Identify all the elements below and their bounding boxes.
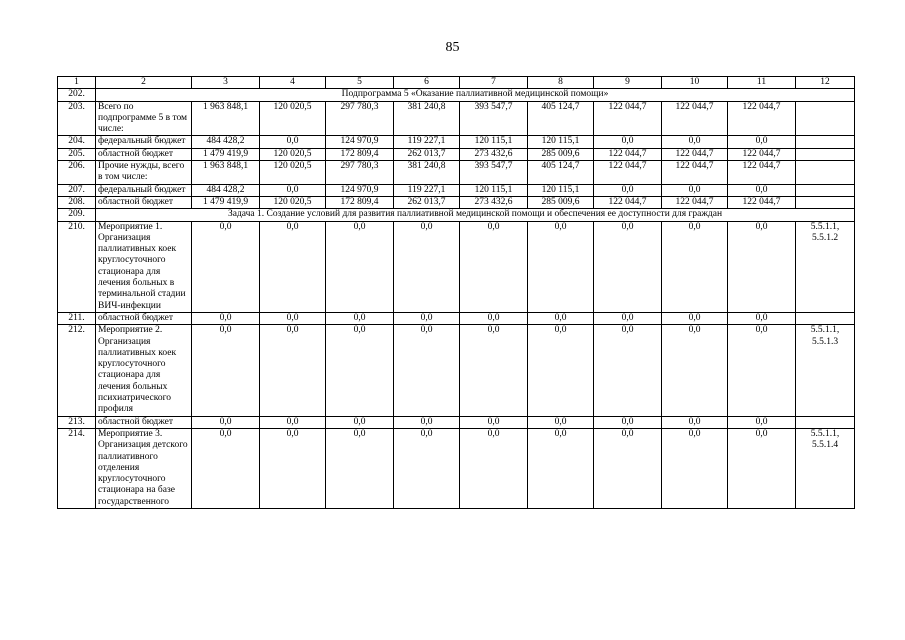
row-label: Мероприятие 1. Организация паллиативных коек круглосуточного стационара для лечения больных в терминальной стадии ВИЧ-инфекции (96, 221, 192, 312)
value-cell: 122 044,7 (594, 101, 662, 136)
value-cell: 0,0 (326, 325, 394, 416)
column-header: 6 (394, 77, 460, 89)
column-header: 12 (796, 77, 855, 89)
value-cell: 122 044,7 (594, 196, 662, 208)
table-row (58, 209, 855, 221)
value-cell: 0,0 (528, 221, 594, 312)
value-cell: 122 044,7 (728, 101, 796, 136)
value-cell: 0,0 (662, 416, 728, 428)
row-label: Всего по подпрограмме 5 в том числе: (96, 101, 192, 136)
value-cell: 124 970,9 (326, 184, 394, 196)
value-cell: 285 009,6 (528, 196, 594, 208)
value-cell: 1 963 848,1 (192, 101, 260, 136)
table-row (58, 136, 855, 148)
value-cell: 119 227,1 (394, 184, 460, 196)
column-header: 11 (728, 77, 796, 89)
value-cell: 0,0 (326, 428, 394, 508)
value-cell: 120 020,5 (260, 196, 326, 208)
section-title: Задача 1. Создание условий для развития паллиативной медицинской помощи и обеспечения ее доступности для граждан (96, 209, 855, 221)
table-header-row (58, 77, 855, 89)
value-cell: 0,0 (728, 184, 796, 196)
indicator-code (796, 148, 855, 160)
value-cell: 120 115,1 (460, 184, 528, 196)
value-cell: 0,0 (260, 184, 326, 196)
table-row (58, 148, 855, 160)
value-cell: 262 013,7 (394, 196, 460, 208)
column-header: 5 (326, 77, 394, 89)
row-label: областной бюджет (96, 416, 192, 428)
table-row (58, 161, 855, 185)
value-cell: 120 115,1 (528, 184, 594, 196)
value-cell: 120 020,5 (260, 148, 326, 160)
value-cell: 381 240,8 (394, 101, 460, 136)
row-number: 207. (58, 184, 96, 196)
column-header: 9 (594, 77, 662, 89)
value-cell: 0,0 (394, 312, 460, 324)
value-cell: 120 020,5 (260, 161, 326, 185)
value-cell: 122 044,7 (728, 148, 796, 160)
row-number: 212. (58, 325, 96, 416)
value-cell: 122 044,7 (662, 196, 728, 208)
section-title: Подпрограмма 5 «Оказание паллиативной медицинской помощи» (96, 89, 855, 101)
value-cell: 0,0 (594, 136, 662, 148)
value-cell: 172 809,4 (326, 196, 394, 208)
row-number: 206. (58, 161, 96, 185)
value-cell: 0,0 (460, 221, 528, 312)
value-cell: 0,0 (260, 416, 326, 428)
value-cell: 0,0 (728, 221, 796, 312)
value-cell: 484 428,2 (192, 136, 260, 148)
row-label: областной бюджет (96, 196, 192, 208)
row-number: 203. (58, 101, 96, 136)
indicator-code (796, 416, 855, 428)
row-number: 210. (58, 221, 96, 312)
row-label: федеральный бюджет (96, 184, 192, 196)
value-cell: 262 013,7 (394, 148, 460, 160)
indicator-code (796, 312, 855, 324)
value-cell: 124 970,9 (326, 136, 394, 148)
table-row (58, 184, 855, 196)
value-cell: 0,0 (594, 221, 662, 312)
table-row (58, 325, 855, 416)
value-cell: 0,0 (662, 221, 728, 312)
row-number: 204. (58, 136, 96, 148)
value-cell: 297 780,3 (326, 161, 394, 185)
row-number: 214. (58, 428, 96, 508)
value-cell: 120 115,1 (528, 136, 594, 148)
value-cell: 0,0 (528, 325, 594, 416)
value-cell: 0,0 (326, 221, 394, 312)
value-cell: 0,0 (594, 428, 662, 508)
table-row (58, 221, 855, 312)
value-cell: 0,0 (460, 325, 528, 416)
value-cell: 0,0 (394, 221, 460, 312)
value-cell: 1 479 419,9 (192, 148, 260, 160)
value-cell: 0,0 (728, 312, 796, 324)
column-header: 10 (662, 77, 728, 89)
value-cell: 0,0 (260, 221, 326, 312)
value-cell: 122 044,7 (662, 161, 728, 185)
column-header: 4 (260, 77, 326, 89)
value-cell: 0,0 (460, 416, 528, 428)
value-cell: 381 240,8 (394, 161, 460, 185)
indicator-code (796, 136, 855, 148)
value-cell: 120 115,1 (460, 136, 528, 148)
table-row (58, 196, 855, 208)
indicator-code (796, 161, 855, 185)
value-cell: 0,0 (326, 416, 394, 428)
value-cell: 122 044,7 (662, 101, 728, 136)
indicator-code (796, 101, 855, 136)
value-cell: 273 432,6 (460, 148, 528, 160)
value-cell: 122 044,7 (594, 161, 662, 185)
value-cell: 119 227,1 (394, 136, 460, 148)
value-cell: 393 547,7 (460, 101, 528, 136)
value-cell: 0,0 (662, 184, 728, 196)
value-cell: 0,0 (260, 136, 326, 148)
value-cell: 405 124,7 (528, 101, 594, 136)
table-row (58, 312, 855, 324)
column-header: 3 (192, 77, 260, 89)
value-cell: 0,0 (260, 312, 326, 324)
row-number: 208. (58, 196, 96, 208)
value-cell: 0,0 (260, 428, 326, 508)
value-cell: 0,0 (460, 312, 528, 324)
value-cell: 122 044,7 (728, 161, 796, 185)
value-cell: 0,0 (394, 325, 460, 416)
value-cell: 0,0 (662, 325, 728, 416)
value-cell: 0,0 (594, 184, 662, 196)
row-label: областной бюджет (96, 148, 192, 160)
budget-table (57, 76, 855, 509)
table-row (58, 416, 855, 428)
value-cell: 405 124,7 (528, 161, 594, 185)
column-header: 1 (58, 77, 96, 89)
value-cell: 0,0 (192, 312, 260, 324)
row-number: 211. (58, 312, 96, 324)
value-cell: 0,0 (728, 428, 796, 508)
value-cell: 1 479 419,9 (192, 196, 260, 208)
value-cell: 0,0 (260, 325, 326, 416)
value-cell: 0,0 (662, 312, 728, 324)
value-cell: 0,0 (192, 325, 260, 416)
value-cell: 0,0 (594, 325, 662, 416)
row-label: Мероприятие 3. Организация детского паллиативного отделения круглосуточного стационара на базе государственного (96, 428, 192, 508)
indicator-code: 5.5.1.1, 5.5.1.2 (796, 221, 855, 312)
column-header: 8 (528, 77, 594, 89)
value-cell: 297 780,3 (326, 101, 394, 136)
value-cell: 285 009,6 (528, 148, 594, 160)
value-cell: 0,0 (192, 221, 260, 312)
value-cell: 0,0 (594, 312, 662, 324)
value-cell: 484 428,2 (192, 184, 260, 196)
row-label: Мероприятие 2. Организация паллиативных коек круглосуточного стационара для лечения больных психиатрического профиля (96, 325, 192, 416)
row-label: федеральный бюджет (96, 136, 192, 148)
value-cell: 0,0 (662, 136, 728, 148)
value-cell: 0,0 (192, 416, 260, 428)
column-header: 2 (96, 77, 192, 89)
table-row (58, 101, 855, 136)
value-cell: 122 044,7 (728, 196, 796, 208)
value-cell: 1 963 848,1 (192, 161, 260, 185)
value-cell: 0,0 (394, 428, 460, 508)
value-cell: 120 020,5 (260, 101, 326, 136)
indicator-code (796, 196, 855, 208)
row-number: 209. (58, 209, 96, 221)
value-cell: 172 809,4 (326, 148, 394, 160)
value-cell: 122 044,7 (594, 148, 662, 160)
value-cell: 273 432,6 (460, 196, 528, 208)
row-number: 202. (58, 89, 96, 101)
value-cell: 0,0 (528, 312, 594, 324)
column-header: 7 (460, 77, 528, 89)
value-cell: 0,0 (728, 325, 796, 416)
value-cell: 393 547,7 (460, 161, 528, 185)
value-cell: 0,0 (528, 416, 594, 428)
indicator-code: 5.5.1.1, 5.5.1.3 (796, 325, 855, 416)
value-cell: 0,0 (192, 428, 260, 508)
value-cell: 0,0 (662, 428, 728, 508)
indicator-code (796, 184, 855, 196)
row-number: 213. (58, 416, 96, 428)
page-number: 85 (445, 40, 460, 55)
table-row (58, 428, 855, 508)
row-label: Прочие нужды, всего в том числе: (96, 161, 192, 185)
value-cell: 0,0 (528, 428, 594, 508)
row-number: 205. (58, 148, 96, 160)
value-cell: 0,0 (460, 428, 528, 508)
value-cell: 0,0 (728, 416, 796, 428)
value-cell: 122 044,7 (662, 148, 728, 160)
value-cell: 0,0 (594, 416, 662, 428)
table-row (58, 89, 855, 101)
indicator-code: 5.5.1.1, 5.5.1.4 (796, 428, 855, 508)
value-cell: 0,0 (394, 416, 460, 428)
value-cell: 0,0 (728, 136, 796, 148)
row-label: областной бюджет (96, 312, 192, 324)
value-cell: 0,0 (326, 312, 394, 324)
